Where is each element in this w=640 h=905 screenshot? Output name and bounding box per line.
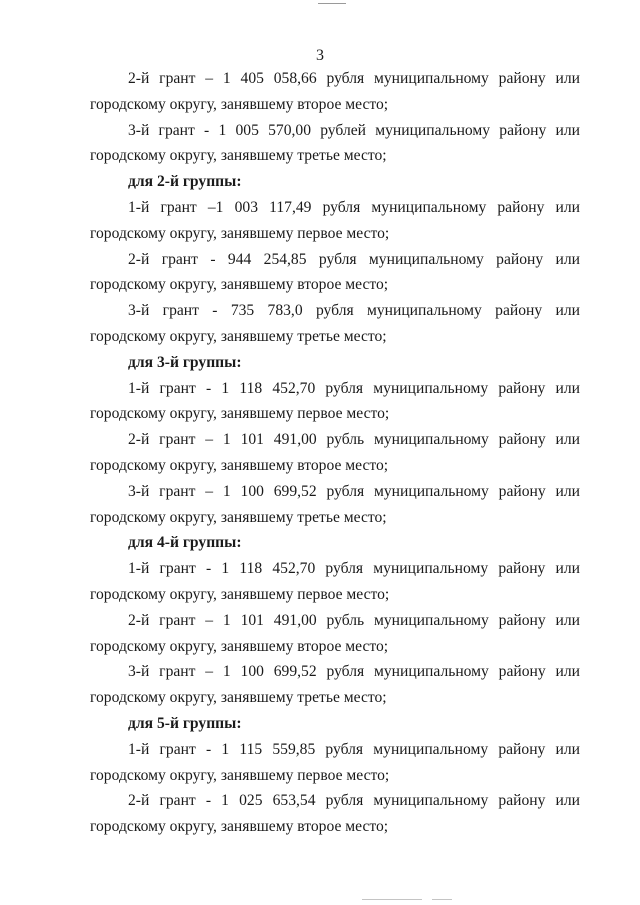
paragraph: 1-й грант - 1 118 452,70 рубля муниципальному району или городскому округу, занявшему первое место;: [90, 379, 580, 423]
paragraph: 2-й грант – 1 101 491,00 рубль муниципальному району или городскому округу, занявшему второе место;: [90, 611, 580, 655]
scan-mark-top: [318, 3, 346, 4]
paragraph: 2-й грант – 1 405 058,66 рубля муниципальному району или городскому округу, занявшему второе место;: [90, 70, 580, 113]
paragraph: 3-й грант - 735 783,0 рубля муниципальному району или городскому округу, занявшему третье место;: [90, 302, 580, 345]
section-heading: для 5-й группы:: [128, 714, 242, 732]
paragraph: 1-й грант - 1 118 452,70 рубля муниципальному району или городскому округу, занявшему первое место;: [90, 560, 580, 603]
section-heading: для 3-й группы:: [128, 353, 242, 371]
scan-mark-bottom: [432, 899, 452, 900]
paragraph: 2-й грант - 944 254,85 рубля муниципальному району или городскому округу, занявшему второе место;: [90, 250, 580, 294]
paragraph: 3-й грант – 1 100 699,52 рубля муниципальному району или городскому округу, занявшему третье место;: [90, 482, 580, 526]
paragraph: 1-й грант - 1 115 559,85 рубля муниципальному району или городскому округу, занявшему первое место;: [90, 740, 580, 784]
page-number: 3: [316, 47, 324, 64]
paragraph: 3-й грант - 1 005 570,00 рублей муниципальному району или городскому округу, занявшему третье место;: [90, 121, 580, 165]
section-heading: для 2-й группы:: [128, 173, 242, 191]
paragraph: 1-й грант –1 003 117,49 рубля муниципальному району или городскому округу, занявшему первое место;: [90, 198, 580, 242]
section-heading: для 4-й группы:: [128, 534, 242, 552]
document-body: [90, 66, 580, 840]
paragraph: 2-й грант – 1 101 491,00 рубль муниципальному району или городскому округу, занявшему второе место;: [90, 431, 580, 474]
paragraph: 3-й грант – 1 100 699,52 рубля муниципальному району или городскому округу, занявшему третье место;: [90, 663, 580, 707]
scan-mark-bottom: [362, 899, 422, 900]
paragraph: 2-й грант - 1 025 653,54 рубля муниципальному району или городскому округу, занявшему второе место;: [90, 792, 580, 836]
